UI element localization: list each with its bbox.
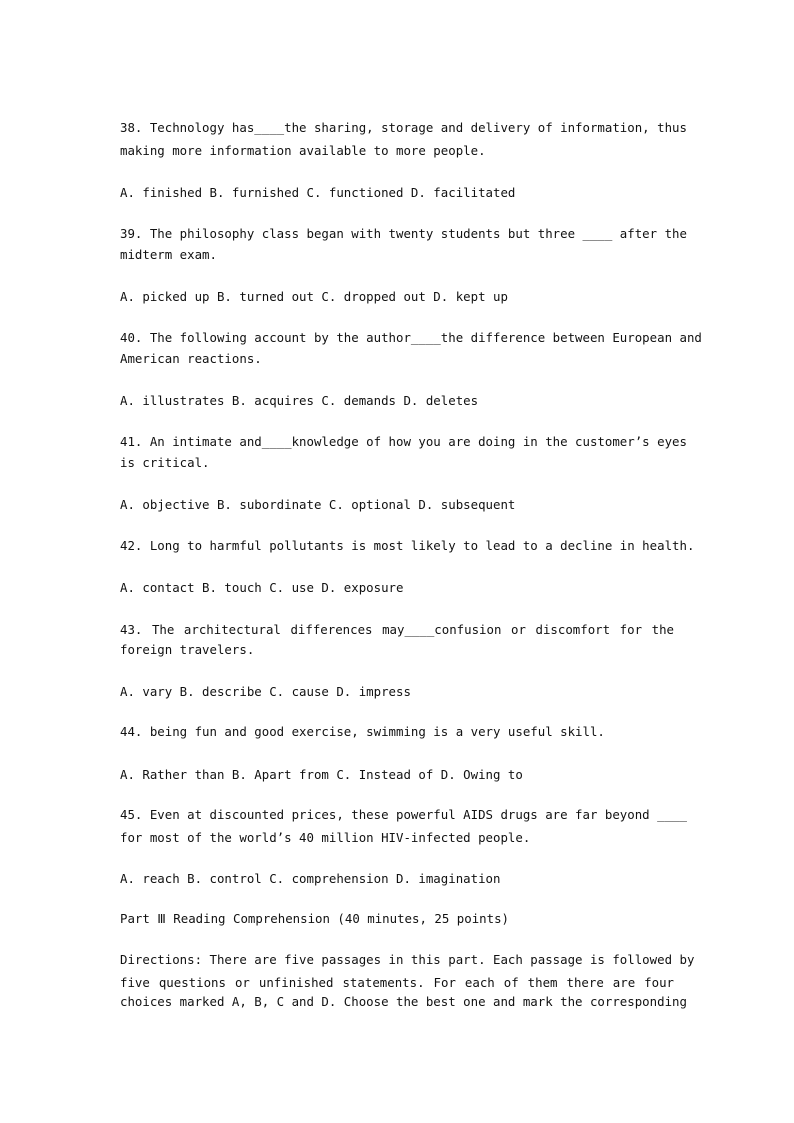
question-44-options: A. Rather than B. Apart from C. Instead of D. Owing to [120, 767, 523, 782]
question-43-line-2: foreign travelers. [120, 642, 255, 657]
question-38-options: A. finished B. furnished C. functioned D. facilitated [120, 185, 516, 200]
directions-line-2: five questions or unfinished statements. For each of them there are four [120, 975, 674, 990]
question-39-line-1: 39. The philosophy class began with twenty students but three ____ after the [120, 226, 687, 241]
question-43-options: A. vary B. describe C. cause D. impress [120, 684, 411, 699]
question-41-line-1: 41. An intimate and____knowledge of how you are doing in the customer’s eyes [120, 434, 687, 449]
question-41-line-2: is critical. [120, 455, 210, 470]
question-42-line-1: 42. Long to harmful pollutants is most likely to lead to a decline in health. [120, 538, 695, 553]
question-40-options: A. illustrates B. acquires C. demands D. deletes [120, 393, 479, 408]
question-38-line-1: 38. Technology has____the sharing, storage and delivery of information, thus [120, 120, 687, 135]
directions-line-3: choices marked A, B, C and D. Choose the best one and mark the corresponding [120, 994, 687, 1009]
question-40-line-2: American reactions. [120, 351, 262, 366]
question-41-options: A. objective B. subordinate C. optional D. subsequent [120, 497, 516, 512]
question-45-line-2: for most of the world’s 40 million HIV-infected people. [120, 830, 531, 845]
question-40-line-1: 40. The following account by the author____the difference between European and [120, 330, 702, 345]
directions-line-1: Directions: There are five passages in this part. Each passage is followed by [120, 952, 695, 967]
part-heading: Part Ⅲ Reading Comprehension (40 minutes, 25 points) [120, 911, 509, 926]
question-42-options: A. contact B. touch C. use D. exposure [120, 580, 404, 595]
question-44-line-1: 44. being fun and good exercise, swimming is a very useful skill. [120, 724, 605, 739]
question-39-options: A. picked up B. turned out C. dropped out D. kept up [120, 289, 508, 304]
question-43-line-1: 43. The architectural differences may____confusion or discomfort for the [120, 622, 674, 637]
question-45-line-1: 45. Even at discounted prices, these powerful AIDS drugs are far beyond ____ [120, 807, 687, 822]
question-39-line-2: midterm exam. [120, 247, 217, 262]
question-38-line-2: making more information available to more people. [120, 143, 486, 158]
question-45-options: A. reach B. control C. comprehension D. imagination [120, 871, 501, 886]
